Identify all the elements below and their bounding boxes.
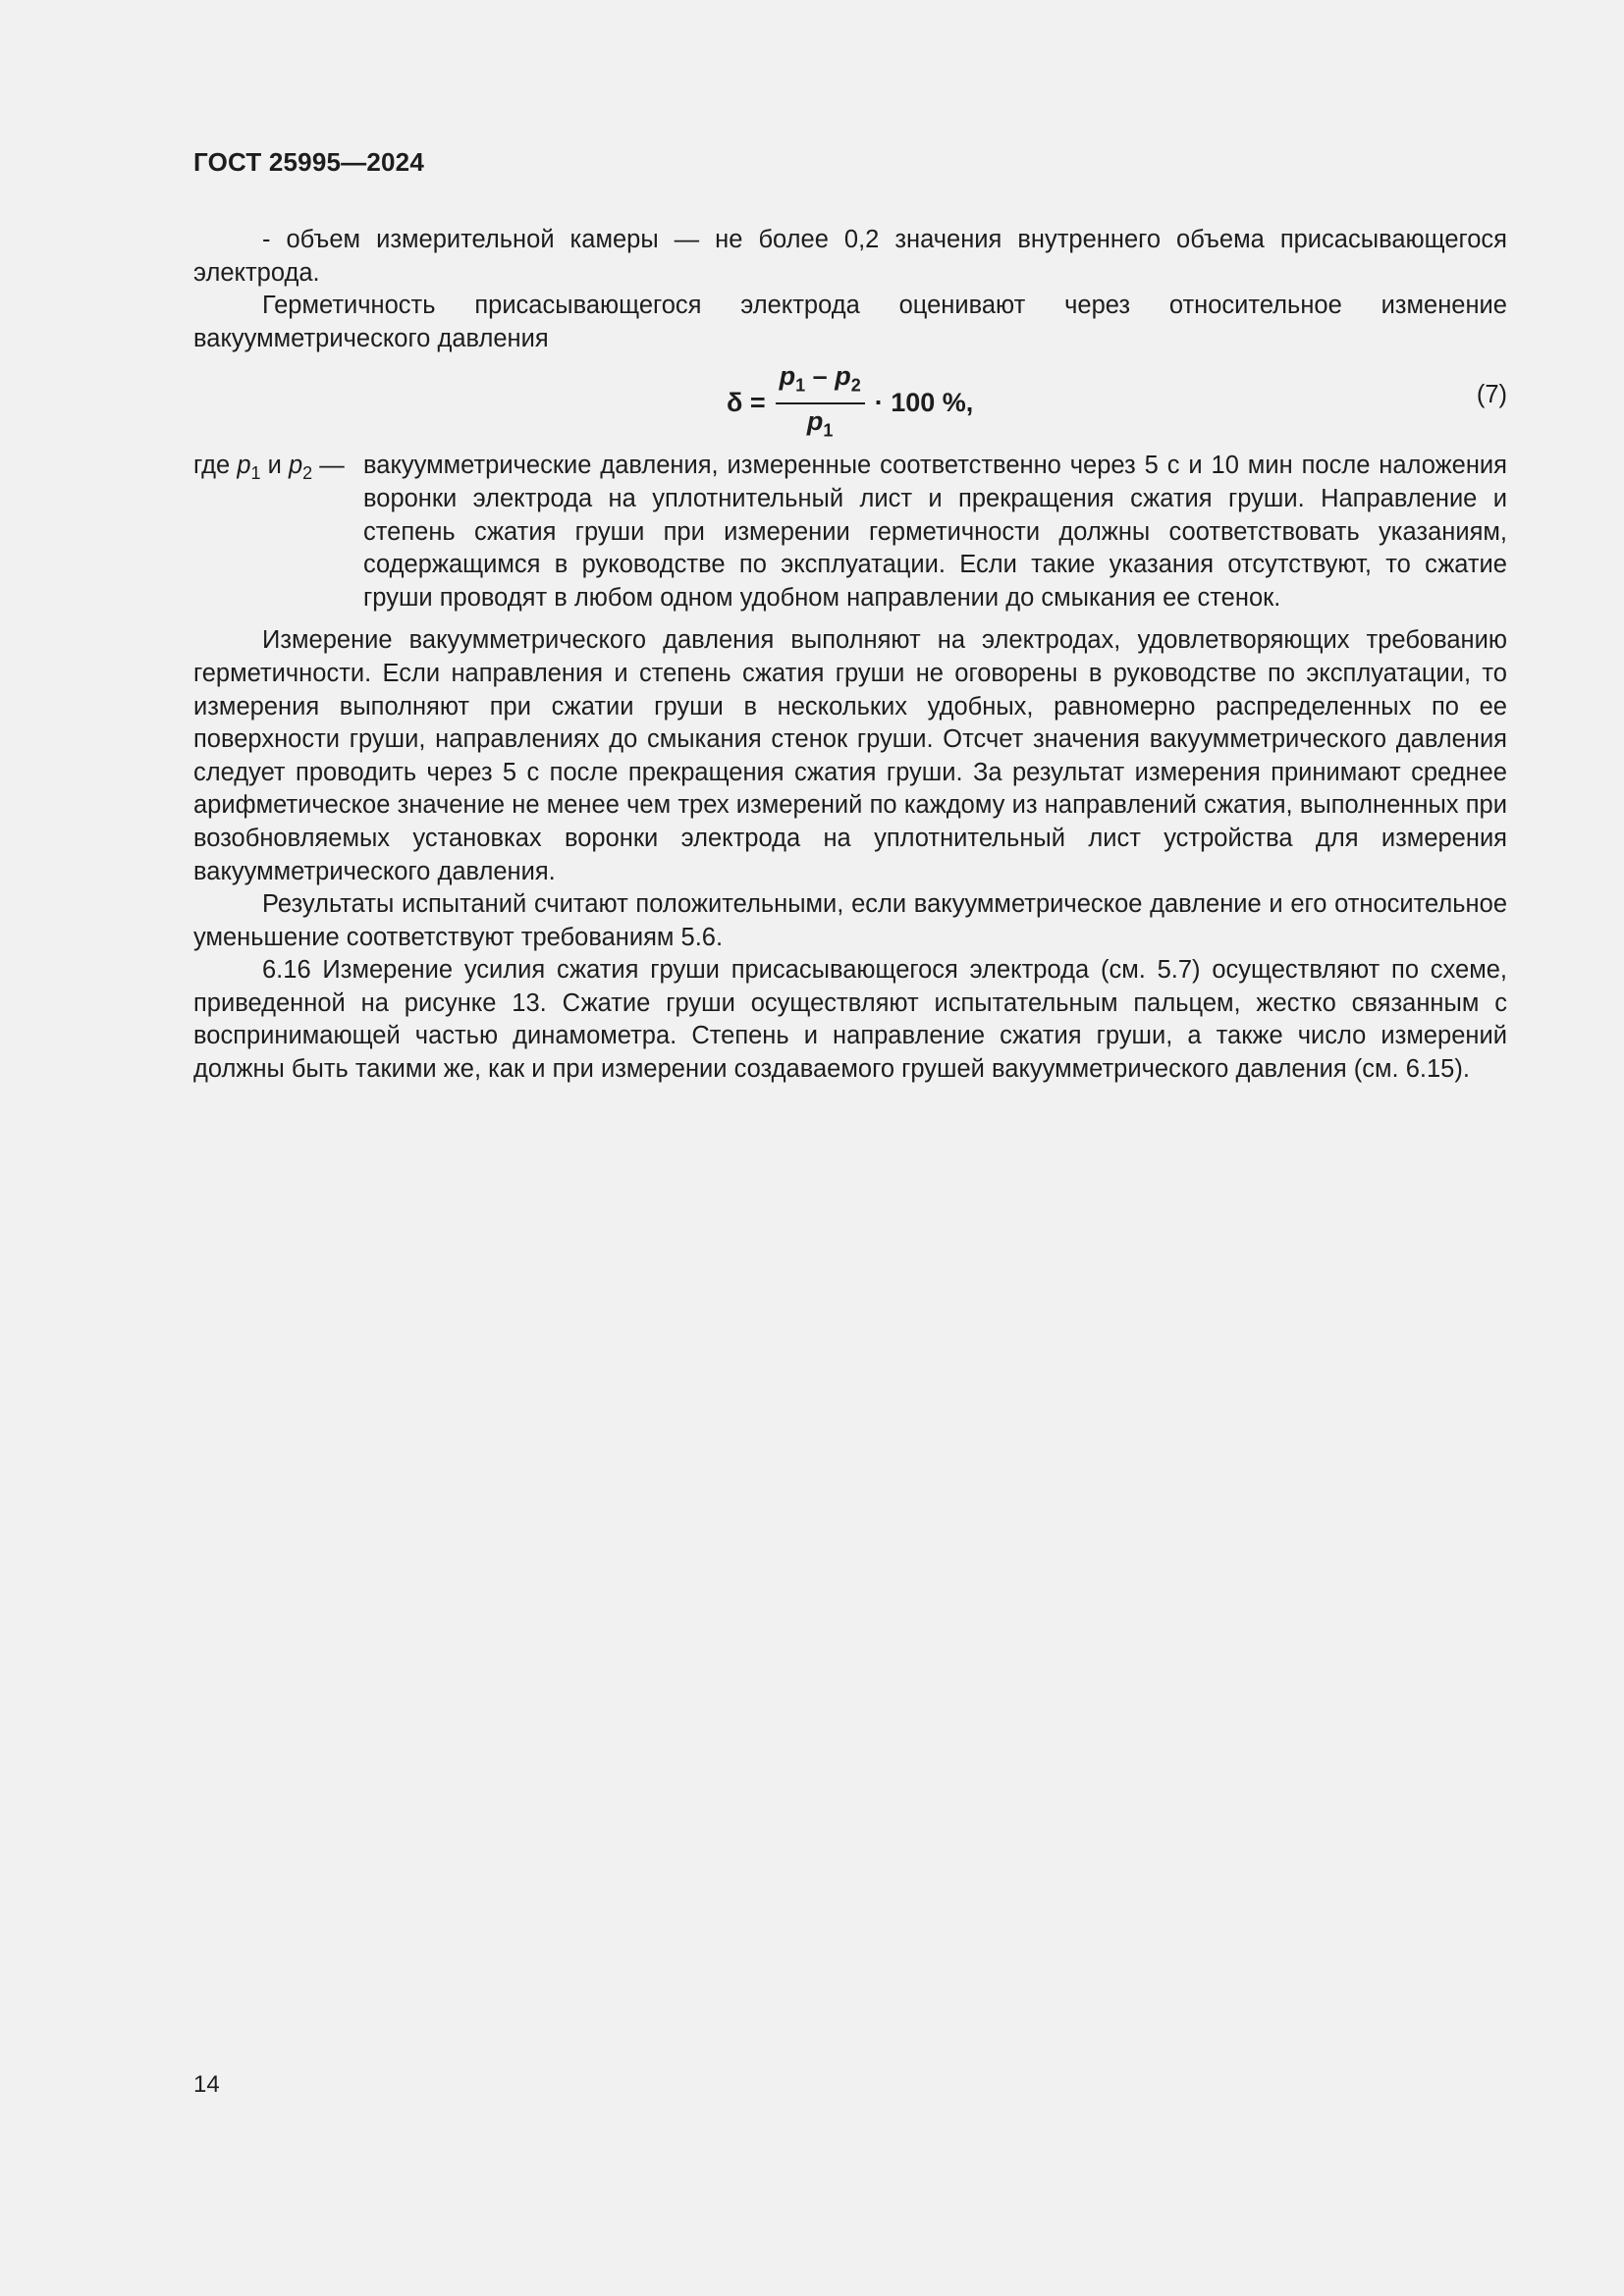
paragraph-measurement: Измерение вакуумметрического давления выполняют на электродах, удовлетворяющих требованию герметичности. Если направления и степень сжатия груши не оговорены в руководстве по эксплуатации, то измерения выполняют при сжатии груши в нескольких удобных, равномерно распределенных по ее поверхности груши, направлениях до смыкания стенок груши. Отсчет значения вакуумметрического давления следует проводить через 5 с после прекращения сжатия груши. За результат измерения принимают среднее арифметическое значение не менее чем трех измерений по каждому из направлений сжатия, выполненных при возобновляемых установках воронки электрода на уплотнительный лист устройства для измерения вакуумметрического давления. (193, 626, 1507, 885)
paragraph-results: Результаты испытаний считают положительными, если вакуумметрическое давление и его относительное уменьшение соответствуют требованиям 5.6. (193, 890, 1507, 951)
where-and: и (260, 452, 289, 480)
where-var2-letter: p (288, 452, 303, 480)
formula-row (193, 359, 1507, 450)
document-body (193, 224, 1507, 1087)
formula-lhs: δ = (727, 388, 766, 418)
where-prefix: где (193, 452, 238, 480)
num-sub-1: 1 (795, 375, 806, 396)
num-var-p1: p (779, 361, 796, 392)
where-description: вакуумметрические давления, измеренные соответственно через 5 с и 10 мин после наложения воронки электрода на уплотнительный лист и прекращения сжатия груши. Направление и степень сжатия груши при измерении герметичности должны соответствовать указаниям, содержащимся в руководстве по эксплуатации. Если такие указания отсутствуют, то сжатие груши проводят в любом одном удобном направлении до смыкания ее стенок. (363, 452, 1507, 612)
where-var1-sub: 1 (250, 463, 261, 484)
formula-fraction (776, 361, 865, 446)
where-var1 (237, 452, 261, 484)
formula-7 (727, 361, 973, 446)
paragraph-chamber-volume: - объем измерительной камеры — не более 0,2 значения внутреннего объема присасывающегося электрода. (193, 226, 1507, 287)
paragraph-hermeticity: Герметичность присасывающегося электрода оценивают через относительное изменение вакуумметрического давления (193, 292, 1507, 352)
spacer (193, 614, 1507, 624)
document-header: ГОСТ 25995—2024 (193, 147, 424, 177)
formula-denominator (807, 404, 834, 446)
num-var-p2: p (835, 361, 851, 392)
den-var-p: p (806, 405, 824, 436)
formula-numerator (776, 361, 865, 403)
where-label (193, 450, 363, 614)
where-var2-sub: 2 (302, 463, 313, 484)
where-clause (193, 450, 1507, 614)
equation-number: (7) (1476, 381, 1507, 409)
where-dash: — (312, 452, 345, 480)
page-number: 14 (193, 2071, 220, 2098)
num-sub-2: 2 (850, 375, 861, 396)
den-sub: 1 (823, 420, 834, 441)
paragraph-6-16: 6.16 Измерение усилия сжатия груши присасывающегося электрода (см. 5.7) осуществляют по схеме, приведенной на рисунке 13. Сжатие груши осуществляют испытательным пальцем, жестко связанным с воспринимающей частью динамометра. Степень и направление сжатия груши, а также число измерений должны быть такими же, как и при измерении создаваемого грушей вакуумметрического давления (см. 6.15). (193, 956, 1507, 1084)
where-var2 (288, 452, 313, 484)
num-minus: – (805, 361, 836, 392)
formula-rhs: · 100 %, (874, 388, 974, 418)
where-var1-letter: p (237, 452, 251, 480)
